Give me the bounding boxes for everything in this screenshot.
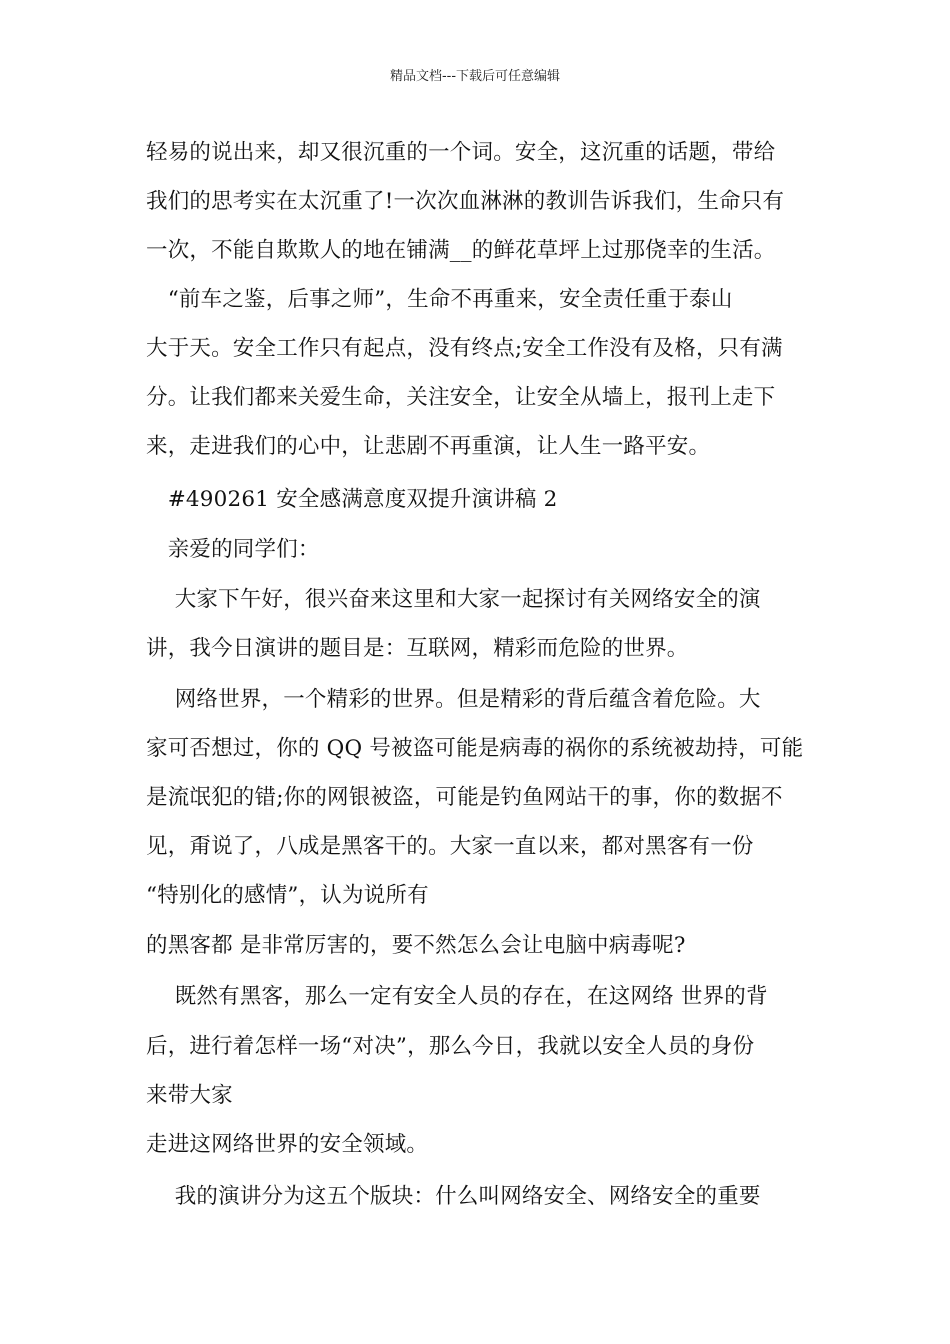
page-header: 精品文档---下载后可任意编辑	[389, 69, 561, 84]
body-line: 我们的思考实在太沉重了!一次次血淋淋的教训告诉我们，生命只有	[146, 189, 785, 214]
body-line: 走进这网络世界的安全领域。	[146, 1132, 429, 1157]
body-line: 来，走进我们的心中，让悲剧不再重演，让人生一路平安。	[146, 434, 711, 459]
body-line: 见，甭说了，八成是黑客干的。大家一直以来，都对黑客有一份	[146, 834, 754, 859]
body-line: 是流氓犯的错;你的网银被盗，可能是钓鱼网站干的事，你的数据不	[146, 785, 783, 810]
body-line: 大于天。安全工作只有起点，没有终点;安全工作没有及格，只有满	[146, 336, 783, 361]
body-line: 讲，我今日演讲的题目是：互联网，精彩而危险的世界。	[146, 636, 689, 661]
body-line: 一次，不能自欺欺人的地在铺满__的鲜花草坪上过那侥幸的生活。	[146, 238, 776, 263]
body-line: “前车之鉴，后事之师”，生命不再重来，安全责任重于泰山	[146, 287, 733, 312]
body-line: 分。让我们都来关爱生命，关注安全，让安全从墙上，报刊上走下	[146, 385, 776, 410]
body-line: 轻易的说出来，却又很沉重的一个词。安全，这沉重的话题，带给	[146, 140, 776, 165]
body-line: 网络世界，一个精彩的世界。但是精彩的背后蕴含着危险。大	[146, 687, 761, 712]
body-line: 的黑客都 是非常厉害的，要不然怎么会让电脑中病毒呢?	[146, 933, 686, 958]
body-line: 亲爱的同学们：	[146, 537, 320, 562]
body-line: “特别化的感情”，认为说所有	[146, 883, 429, 908]
body-line: 既然有黑客，那么一定有安全人员的存在，在这网络 世界的背	[146, 984, 768, 1009]
body-line: 家可否想过，你的 QQ 号被盗可能是病毒的祸你的系统被劫持，可能	[146, 736, 804, 761]
body-line: 我的演讲分为这五个版块：什么叫网络安全、网络安全的重要	[146, 1184, 761, 1209]
section-heading: #490261 安全感满意度双提升演讲稿 2	[146, 487, 558, 512]
body-line: 来带大家	[146, 1083, 233, 1108]
body-line: 后，进行着怎样一场“对决”，那么今日，我就以安全人员的身份	[146, 1034, 755, 1059]
body-line: 大家下午好，很兴奋来这里和大家一起探讨有关网络安全的演	[146, 587, 761, 612]
